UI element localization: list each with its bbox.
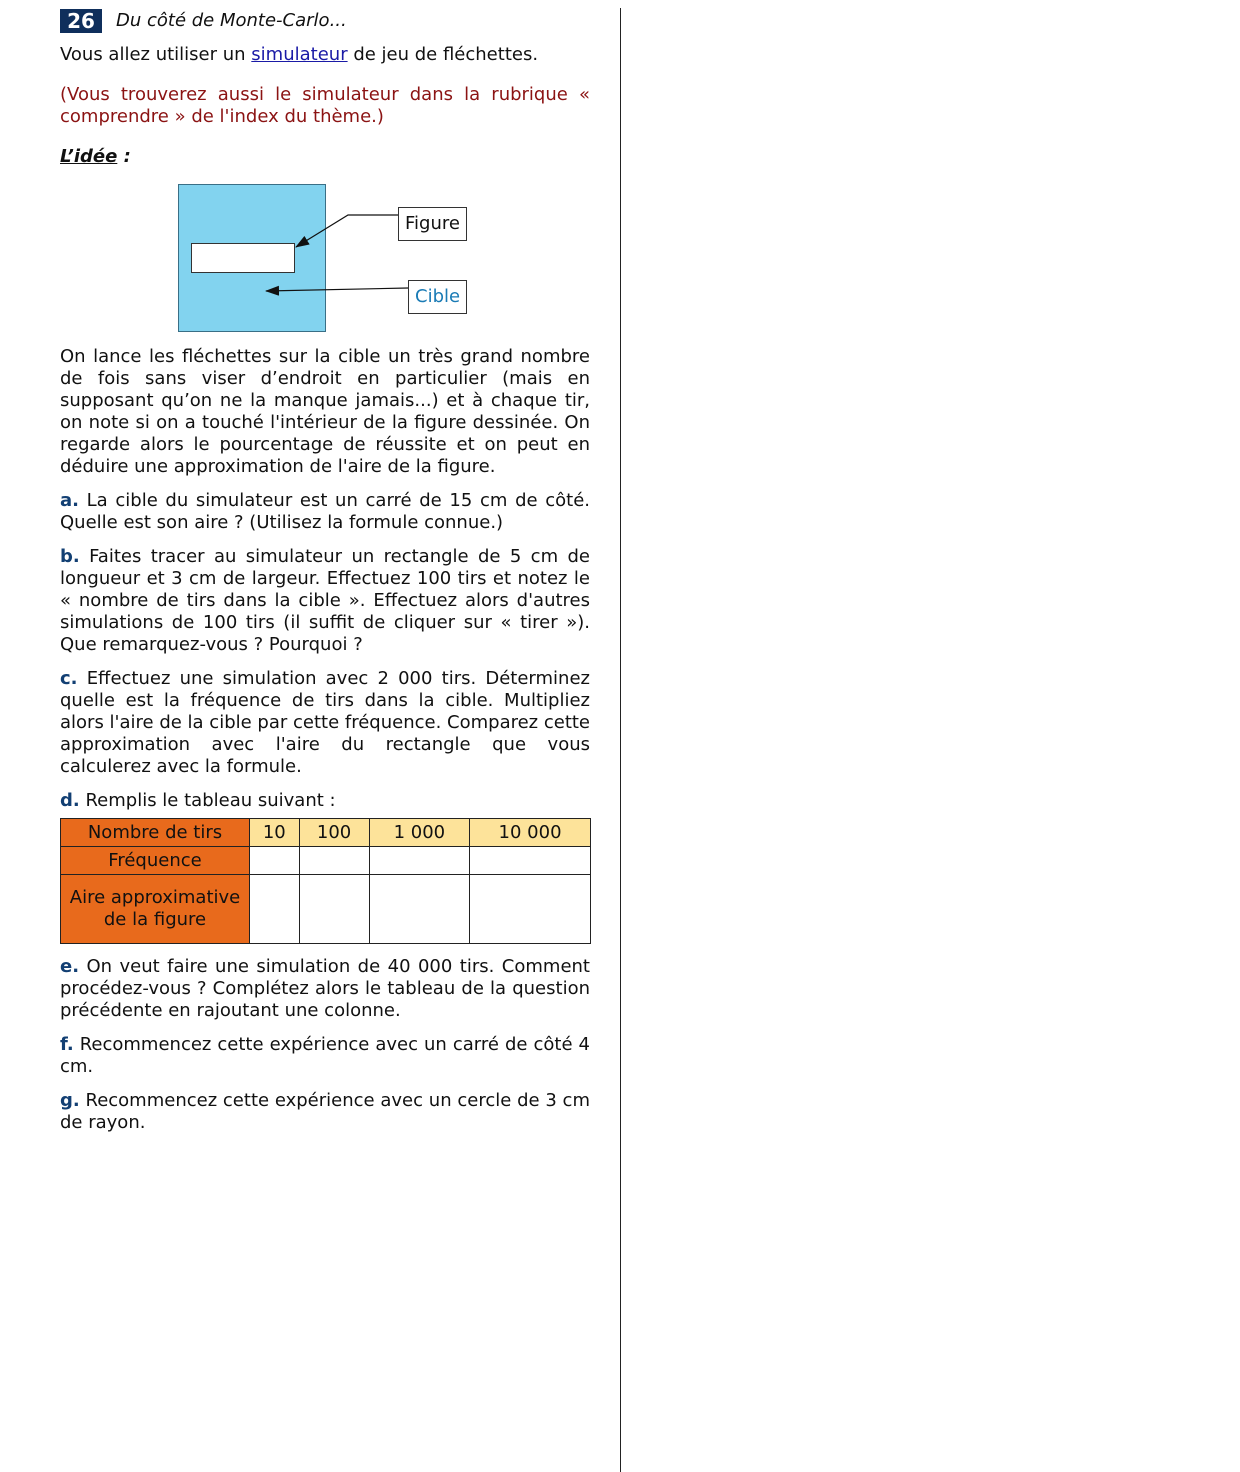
exercise-column [60,8,590,1134]
table-cell-empty[interactable] [250,847,300,875]
question-f [60,1034,590,1078]
table-row [61,875,591,944]
question-text: On veut faire une simulation de 40 000 tirs. Comment procédez-vous ? Complétez alors le tableau de la question précédente en rajoutant une colonne. [60,956,590,1021]
question-a [60,490,590,534]
column-header: 10 [250,819,300,847]
question-text: Recommencez cette expérience avec un cercle de 3 cm de rayon. [60,1090,590,1133]
intro-paragraph [60,44,590,66]
row-header-shots: Nombre de tirs [61,819,250,847]
target-label: Cible [408,280,467,314]
question-letter: f. [60,1034,74,1055]
table-row [61,819,591,847]
question-c [60,668,590,778]
question-letter: g. [60,1090,80,1111]
explanation-paragraph: On lance les fléchettes sur la cible un très grand nombre de fois sans viser d’endroit en particulier (mais en supposant qu’on ne la manque jamais...) et à chaque tir, on note si on a touché l'intérieur de la figure dessinée. On regarde alors le pourcentage de réussite et on peut en déduire une approximation de l'aire de la figure. [60,346,590,477]
question-g [60,1090,590,1134]
exercise-number: 26 [60,9,102,33]
question-letter: a. [60,490,79,511]
question-letter: d. [60,790,80,811]
idea-heading [60,146,590,168]
column-header: 1 000 [369,819,470,847]
note-paragraph: (Vous trouverez aussi le simulateur dans la rubrique « comprendre » de l'index du thème.) [60,84,590,127]
idea-label: L’idée [60,146,118,167]
table-cell-empty[interactable] [369,875,470,944]
question-text: Effectuez une simulation avec 2 000 tirs. Déterminez quelle est la fréquence de tirs dans la cible. Multipliez alors l'aire de la cible par cette fréquence. Comparez cette approximation avec l'aire du rectangle que vous calculerez avec la formule. [60,668,591,777]
exercise-title: Du côté de Monte-Carlo... [116,10,347,31]
question-text: Remplis le tableau suivant : [85,790,336,811]
row-header-frequency: Fréquence [61,847,250,875]
simulator-link[interactable]: simulateur [251,44,348,65]
table-cell-empty[interactable] [470,847,591,875]
intro-text-after: de jeu de fléchettes. [347,44,539,65]
table-cell-empty[interactable] [299,847,369,875]
question-letter: c. [60,668,78,689]
intro-text-before: Vous allez utiliser un [60,44,252,65]
figure-label: Figure [398,207,467,241]
target-arrow [266,288,408,291]
question-letter: e. [60,956,80,977]
row-header-area: Aire approximative de la figure [61,875,250,944]
figure-arrows [60,172,590,332]
figure-arrow [296,215,398,247]
column-divider [620,8,621,1472]
question-e [60,956,590,1022]
question-b [60,546,590,656]
question-text: Faites tracer au simulateur un rectangle de 5 cm de longueur et 3 cm de largeur. Effectuez 100 tirs et notez le « nombre de tirs dans la cible ». Effectuez alors d'autres simulations de 100 tirs (il suffit de cliquer sur « tirer »). Que remarquez-vous ? Pourquoi ? [60,546,590,655]
idea-colon: : [117,146,131,167]
question-text: La cible du simulateur est un carré de 15 cm de côté. Quelle est son aire ? (Utilisez la formule connue.) [60,490,590,533]
dartboard-figure [60,172,590,332]
table-cell-empty[interactable] [250,875,300,944]
table-cell-empty[interactable] [470,875,591,944]
question-d [60,790,590,812]
exercise-header [60,8,590,34]
question-letter: b. [60,546,80,567]
results-table [60,818,591,944]
table-cell-empty[interactable] [369,847,470,875]
table-row [61,847,591,875]
question-text: Recommencez cette expérience avec un carré de côté 4 cm. [60,1034,590,1077]
column-header: 10 000 [470,819,591,847]
table-cell-empty[interactable] [299,875,369,944]
column-header: 100 [299,819,369,847]
